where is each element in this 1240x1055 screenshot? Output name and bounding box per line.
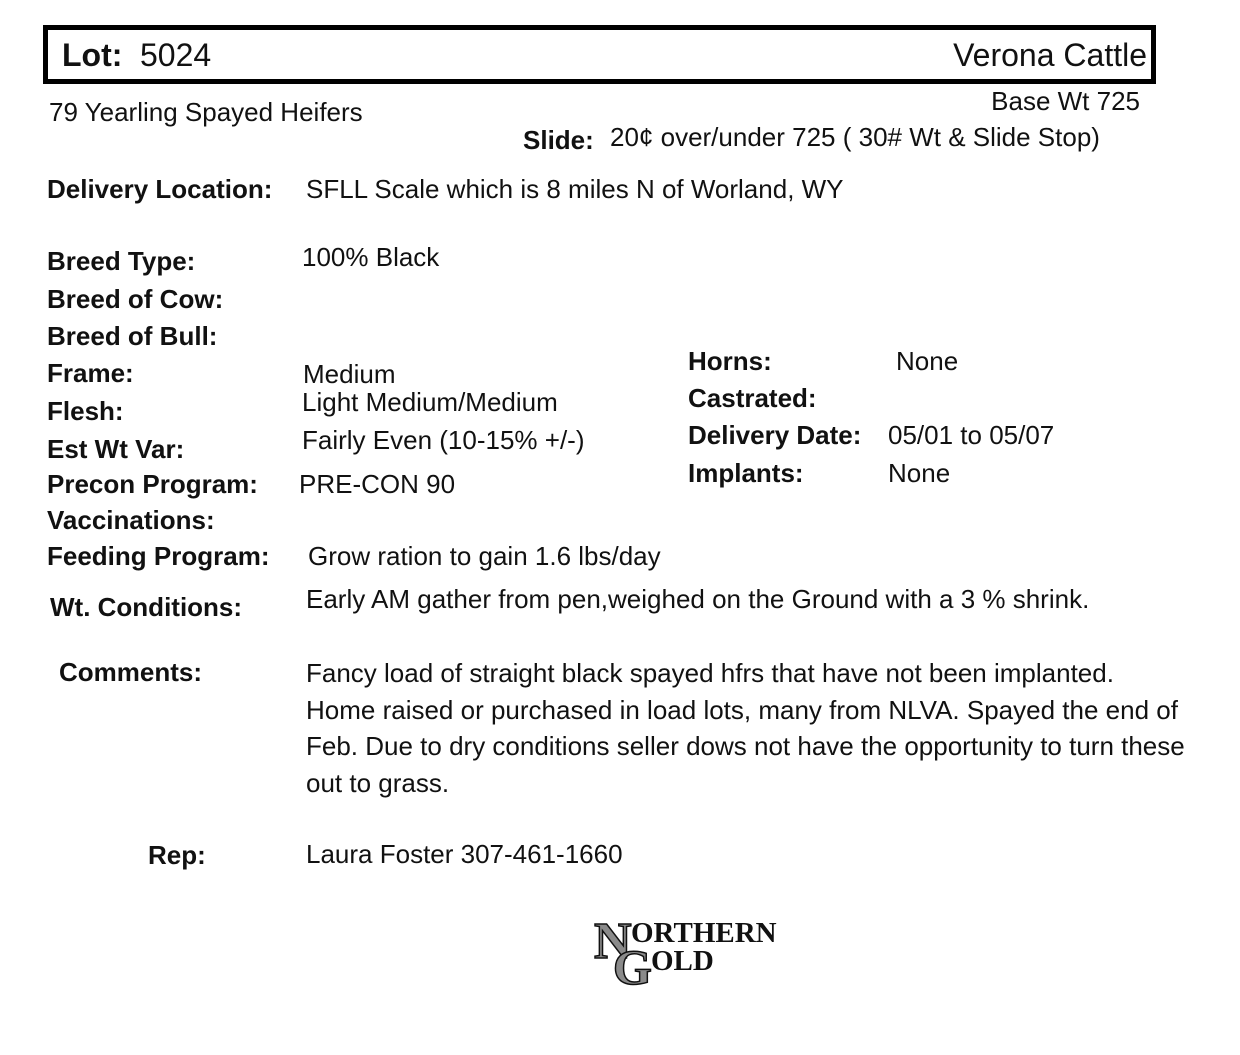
logo-initial-g: G bbox=[613, 939, 652, 988]
delivery-location-value: SFLL Scale which is 8 miles N of Worland, WY bbox=[306, 174, 844, 204]
comments-text: Fancy load of straight black spayed hfrs that have not been implanted. Home raised or purchased in load lots, many from NLVA. Spayed the end of Feb. Due to dry conditions seller dows not have the opportunity to turn these out to grass. bbox=[306, 658, 1185, 798]
wt-conditions-label: Wt. Conditions: bbox=[50, 592, 243, 622]
est-wt-var-label: Est Wt Var: bbox=[47, 434, 185, 464]
breed-type-label: Breed Type: bbox=[47, 246, 196, 276]
castrated-label: Castrated: bbox=[688, 383, 817, 413]
vaccinations-label: Vaccinations: bbox=[47, 505, 215, 535]
logo-initial-n: N bbox=[594, 913, 632, 970]
feeding-program-label: Feeding Program: bbox=[47, 541, 270, 571]
frame-label: Frame: bbox=[47, 358, 134, 388]
breed-type-value: 100% Black bbox=[302, 242, 440, 272]
lot-header-box bbox=[43, 25, 1156, 84]
base-weight: Base Wt 725 bbox=[991, 86, 1140, 116]
implants-label: Implants: bbox=[688, 458, 804, 488]
rep-value: Laura Foster 307-461-1660 bbox=[306, 839, 623, 869]
slide-label: Slide: bbox=[523, 125, 594, 155]
flesh-value: Light Medium/Medium bbox=[302, 387, 558, 417]
horns-value: None bbox=[896, 346, 959, 376]
logo-line-1: ORTHERN bbox=[631, 917, 777, 949]
logo-line-2: OLD bbox=[651, 945, 714, 977]
implants-value: None bbox=[888, 458, 951, 488]
lot-number: 5024 bbox=[140, 37, 212, 73]
breed-of-cow-label: Breed of Cow: bbox=[47, 284, 224, 314]
est-wt-var-value: Fairly Even (10-15% +/-) bbox=[302, 425, 585, 455]
flesh-label: Flesh: bbox=[47, 396, 124, 426]
delivery-location-label: Delivery Location: bbox=[47, 174, 273, 204]
precon-program-value: PRE-CON 90 bbox=[299, 469, 456, 499]
delivery-date-label: Delivery Date: bbox=[688, 420, 862, 450]
comments-label: Comments: bbox=[59, 657, 203, 687]
breed-of-bull-label: Breed of Bull: bbox=[47, 321, 218, 351]
horns-label: Horns: bbox=[688, 346, 772, 376]
precon-program-label: Precon Program: bbox=[47, 469, 258, 499]
lot-label: Lot: bbox=[62, 37, 123, 73]
seller-name: Verona Cattle bbox=[953, 37, 1147, 73]
wt-conditions-value: Early AM gather from pen,weighed on the Ground with a 3 % shrink. bbox=[306, 584, 1090, 614]
northern-gold-logo bbox=[593, 912, 788, 988]
slide-value: 20¢ over/under 725 ( 30# Wt & Slide Stop) bbox=[610, 122, 1100, 152]
feeding-program-value: Grow ration to gain 1.6 lbs/day bbox=[308, 541, 661, 571]
frame-value: Medium bbox=[303, 359, 396, 389]
delivery-date-value: 05/01 to 05/07 bbox=[888, 420, 1055, 450]
rep-label: Rep: bbox=[148, 840, 206, 870]
head-description: 79 Yearling Spayed Heifers bbox=[49, 97, 363, 127]
